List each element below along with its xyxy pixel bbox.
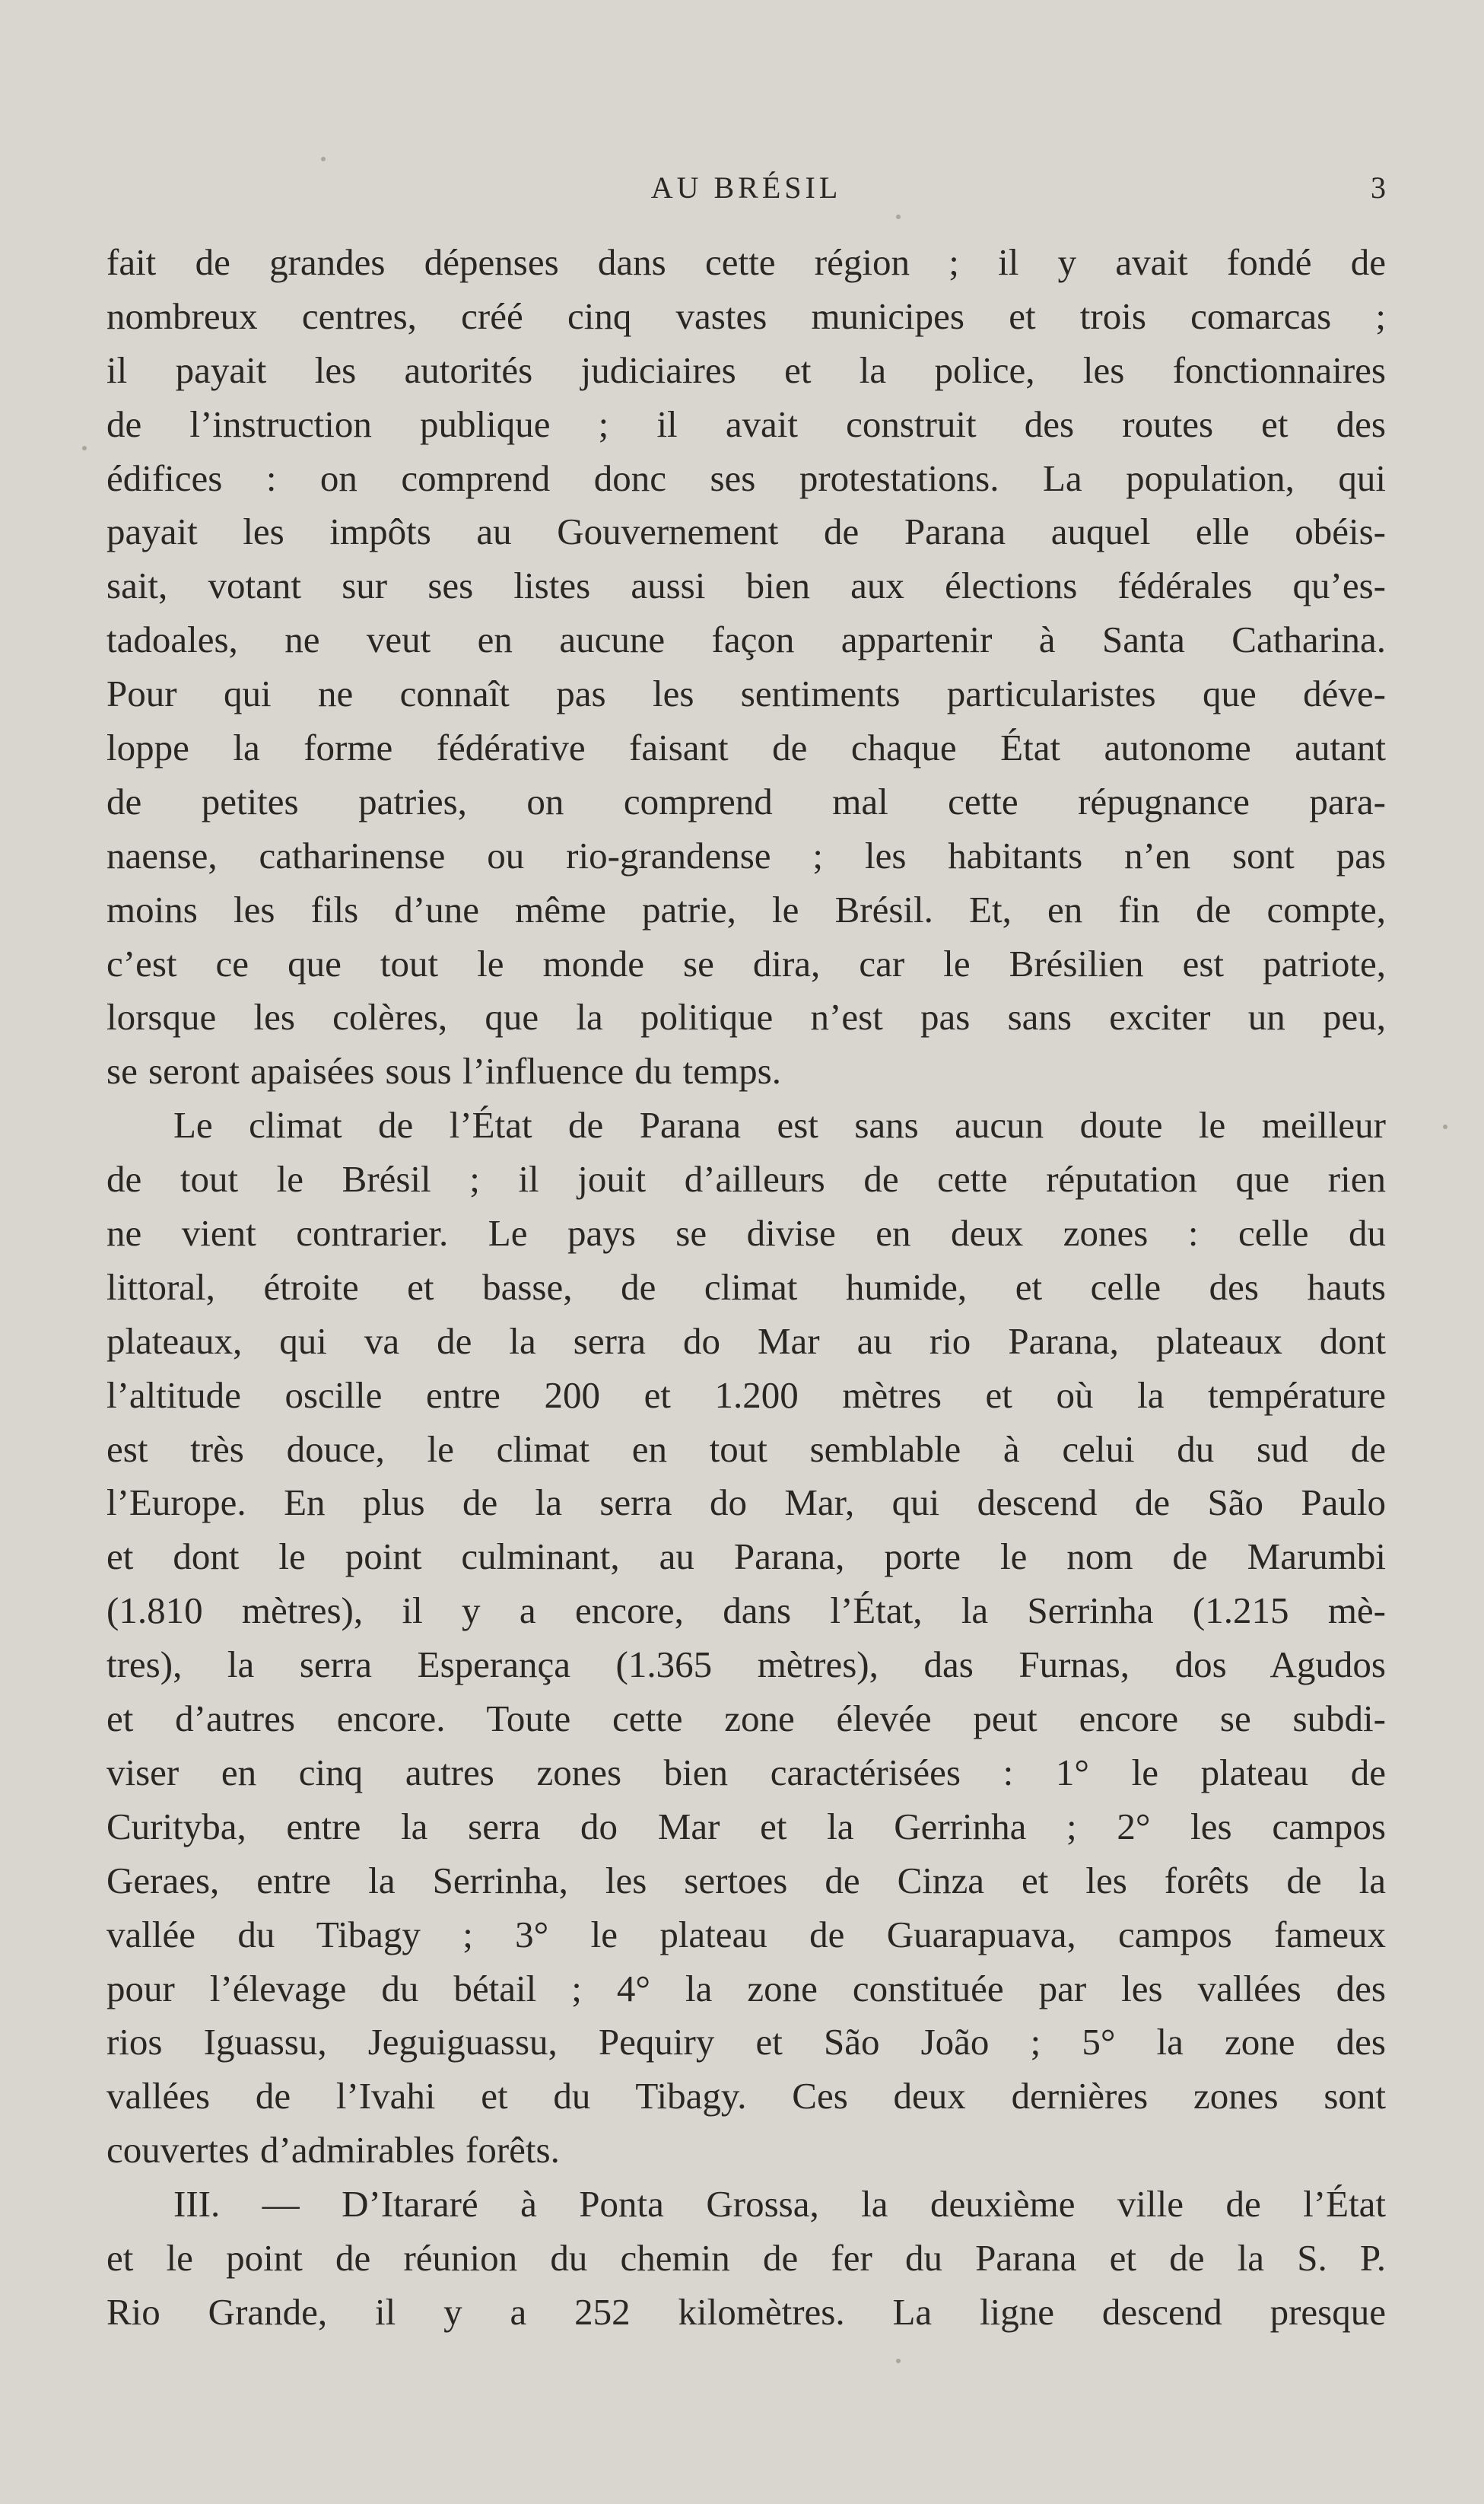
paper-speck — [896, 215, 901, 219]
text-line: sait, votant sur ses listes aussi bien aux élections fédérales qu’es- — [106, 565, 1386, 607]
text-line: il payait les autorités judiciaires et la police, les fonctionnaires — [106, 348, 1386, 391]
text-line: et d’autres encore. Toute cette zone élevée peut encore se subdi- — [106, 1697, 1386, 1740]
paragraph-end-line: couvertes d’admirables forêts. — [106, 2129, 560, 2172]
text-line: Rio Grande, il y a 252 kilomètres. La ligne descend presque — [106, 2290, 1386, 2333]
text-line: lorsque les colères, que la politique n’est pas sans exciter un peu, — [106, 996, 1386, 1039]
paper-speck — [82, 446, 87, 450]
text-line: nombreux centres, créé cinq vastes municipes et trois comarcas ; — [106, 294, 1386, 337]
text-line: de tout le Brésil ; il jouit d’ailleurs de cette réputation que rien — [106, 1158, 1386, 1201]
paragraph-start-line: Le climat de l’État de Parana est sans aucun doute le meilleur — [173, 1104, 1386, 1147]
text-line: vallée du Tibagy ; 3° le plateau de Guarapuava, campos fameux — [106, 1913, 1386, 1955]
text-line: payait les impôts au Gouvernement de Parana auquel elle obéis- — [106, 511, 1386, 553]
text-line: viser en cinq autres zones bien caractérisées : 1° le plateau de — [106, 1751, 1386, 1793]
text-line: c’est ce que tout le monde se dira, car le Brésilien est patriote, — [106, 942, 1386, 985]
body-text — [106, 236, 1386, 2340]
text-line: de l’instruction publique ; il avait construit des routes et des — [106, 402, 1386, 445]
text-line: fait de grandes dépenses dans cette région ; il y avait fondé de — [106, 241, 1386, 283]
paper-speck — [1443, 1125, 1447, 1129]
paragraph-start-line: III. — D’Itararé à Ponta Grossa, la deuxième ville de l’État — [173, 2183, 1386, 2226]
text-line: Geraes, entre la Serrinha, les sertoes de Cinza et les forêts de la — [106, 1859, 1386, 1901]
paper-speck — [321, 157, 326, 161]
text-line: naense, catharinense ou rio-grandense ; les habitants n’en sont pas — [106, 834, 1386, 877]
text-line: rios Iguassu, Jeguiguassu, Pequiry et São João ; 5° la zone des — [106, 2021, 1386, 2063]
text-line: pour l’élevage du bétail ; 4° la zone constituée par les vallées des — [106, 1967, 1386, 2009]
text-line: l’Europe. En plus de la serra do Mar, qui descend de São Paulo — [106, 1481, 1386, 1524]
text-line: et le point de réunion du chemin de fer du Parana et de la S. P. — [106, 2236, 1386, 2279]
text-line: est très douce, le climat en tout semblable à celui du sud de — [106, 1427, 1386, 1470]
text-line: et dont le point culminant, au Parana, porte le nom de Marumbi — [106, 1535, 1386, 1578]
running-title: AU BRÉSIL — [650, 170, 842, 205]
text-line: loppe la forme fédérative faisant de chaque État autonome autant — [106, 727, 1386, 769]
text-line: tres), la serra Esperança (1.365 mètres), das Furnas, dos Agudos — [106, 1643, 1386, 1686]
text-line: tadoales, ne veut en aucune façon appartenir à Santa Catharina. — [106, 619, 1386, 661]
paper-speck — [896, 2359, 901, 2363]
text-line: l’altitude oscille entre 200 et 1.200 mètres et où la température — [106, 1373, 1386, 1416]
page-header — [106, 169, 1386, 207]
text-line: Pour qui ne connaît pas les sentiments particularistes que déve- — [106, 673, 1386, 715]
text-line: édifices : on comprend donc ses protestations. La population, qui — [106, 457, 1386, 499]
text-line: de petites patries, on comprend mal cette répugnance para- — [106, 780, 1386, 822]
text-line: littoral, étroite et basse, de climat humide, et celle des hauts — [106, 1265, 1386, 1308]
text-line: moins les fils d’une même patrie, le Brésil. Et, en fin de compte, — [106, 888, 1386, 931]
text-line: plateaux, qui va de la serra do Mar au rio Parana, plateaux dont — [106, 1319, 1386, 1362]
text-line: Curityba, entre la serra do Mar et la Gerrinha ; 2° les campos — [106, 1805, 1386, 1847]
page-number: 3 — [1371, 170, 1386, 205]
text-line: vallées de l’Ivahi et du Tibagy. Ces deux dernières zones sont — [106, 2075, 1386, 2117]
text-line: (1.810 mètres), il y a encore, dans l’État, la Serrinha (1.215 mè- — [106, 1589, 1386, 1632]
paragraph-end-line: se seront apaisées sous l’influence du temps. — [106, 1050, 781, 1093]
text-line: ne vient contrarier. Le pays se divise en deux zones : celle du — [106, 1212, 1386, 1255]
